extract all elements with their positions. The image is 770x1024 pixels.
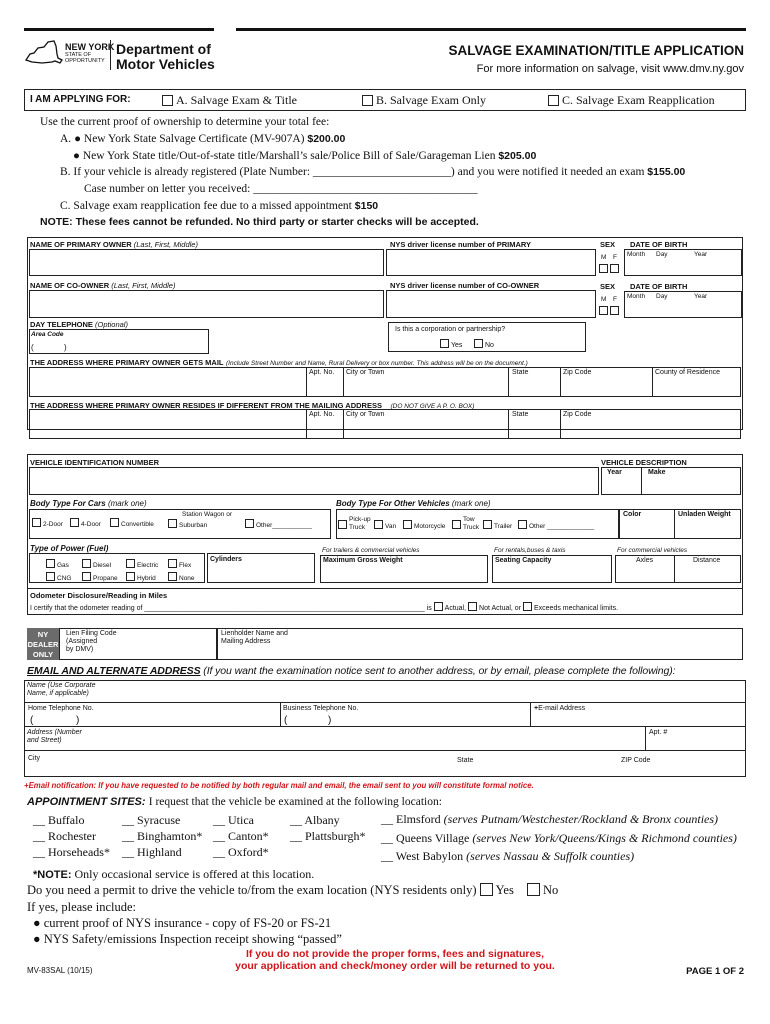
checkbox-icon[interactable] <box>599 306 608 315</box>
permit-question <box>27 883 558 898</box>
mail-address-label-text: THE ADDRESS WHERE PRIMARY OWNER GETS MAIL <box>30 358 224 367</box>
primary-sex-m: M <box>601 254 607 261</box>
form-number: MV-83SAL (10/15) <box>27 966 93 975</box>
vehicle-description-input[interactable] <box>601 467 741 495</box>
fee-a1-amount: $200.00 <box>307 133 346 145</box>
option-b-salvage-exam-only[interactable] <box>362 93 486 108</box>
fee-c <box>60 200 378 212</box>
ov-tow-line2: Truck <box>463 524 480 531</box>
coowner-sex-f: F <box>613 296 617 303</box>
checkbox-icon[interactable] <box>548 95 559 106</box>
permit-bullet-2: ● NYS Safety/emissions Inspection receipt showing “passed” <box>33 932 342 946</box>
footer-warning-line2: your application and check/money order will be returned to you. <box>235 960 555 972</box>
badge-line3: ONLY <box>32 650 54 659</box>
holder-line1: Lienholder Name and <box>221 630 288 637</box>
alt-city-label: City <box>28 755 41 762</box>
car-2door[interactable] <box>32 518 63 528</box>
car-station-wagon-line1: Station Wagon or <box>182 511 232 518</box>
fee-a1-text: New York State Salvage Certificate (MV-907A) <box>83 133 305 145</box>
coowner-sex-m: M <box>601 296 607 303</box>
reside-address-hint: (DO NOT GIVE A P. O. BOX) <box>390 403 475 410</box>
odometer-certify-text: I certify that the odometer reading of ________________________________________________________________________ is <box>30 605 432 612</box>
option-c-reapplication[interactable] <box>548 93 715 108</box>
divider <box>508 367 509 397</box>
car-convertible-label: Convertible <box>121 521 154 528</box>
business-phone-open: ( <box>284 715 288 726</box>
header-rule-left <box>24 28 214 31</box>
body-other-label <box>336 499 491 508</box>
badge-line2: DEALER <box>27 640 59 649</box>
elmsford-label: __ Elmsford <box>381 812 441 826</box>
checkbox-icon[interactable] <box>434 602 443 611</box>
mail-state-label: State <box>512 369 529 376</box>
car-station-wagon-label: Suburban <box>179 522 208 529</box>
coowner-sex-label: SEX <box>600 282 616 291</box>
sites-note-label: *NOTE: <box>33 869 72 881</box>
divider <box>645 726 646 750</box>
car-2door-label: 2-Door <box>43 521 63 528</box>
site-queens-village[interactable] <box>381 831 737 846</box>
checkbox-icon[interactable] <box>452 520 461 529</box>
primary-dob-year: Year <box>694 251 708 258</box>
checkbox-icon[interactable] <box>527 883 540 896</box>
email-label-text: E-mail Address <box>538 705 586 712</box>
sites-note-text: Only occasional service is offered at this location. <box>74 867 315 881</box>
corporation-no[interactable] <box>474 339 494 349</box>
coowner-license-label: NYS driver license number of CO-OWNER <box>390 281 540 290</box>
divider <box>24 726 746 727</box>
appointment-sites-heading <box>27 796 442 808</box>
divider <box>652 367 653 397</box>
car-station-wagon[interactable] <box>168 519 207 529</box>
primary-owner-label <box>30 240 198 249</box>
fee-a1: A. ● New York State Salvage Certificate (MV-907A) $200.00 <box>60 133 346 145</box>
holder-line2: Mailing Address <box>221 638 271 645</box>
body-cars-label-text: Body Type For Cars <box>30 499 106 508</box>
alt-name-line2: Name, if applicable) <box>27 690 89 697</box>
reside-address-label-text: THE ADDRESS WHERE PRIMARY OWNER RESIDES IF DIFFERENT FROM THE MAILING ADDRESS <box>30 401 382 410</box>
ov-other-label: Other _____________ <box>529 523 595 530</box>
divider <box>674 509 675 539</box>
vin-input[interactable] <box>29 467 599 495</box>
unladen-weight-label: Unladen Weight <box>678 511 731 518</box>
logo-divider <box>110 40 111 70</box>
fuel-flex-label: Flex <box>179 562 192 569</box>
coowner-sex-checkboxes[interactable] <box>599 306 621 316</box>
alt-zip-label: ZIP Code <box>621 757 651 764</box>
home-phone-label: Home Telephone No. <box>28 705 94 712</box>
divider <box>674 555 675 583</box>
ny-dealer-badge <box>27 628 59 660</box>
page-subtitle: For more information on salvage, visit www.dmv.ny.gov <box>476 63 744 75</box>
checkbox-icon[interactable] <box>338 520 347 529</box>
color-label: Color <box>623 511 642 518</box>
fuel-gas-label: Gas <box>57 562 69 569</box>
permit-no: No <box>542 883 559 897</box>
cylinders-label: Cylinders <box>210 556 242 563</box>
divider <box>27 588 743 589</box>
checkbox-icon[interactable] <box>46 572 55 581</box>
ov-pickup-line2: Truck <box>349 524 366 531</box>
reside-address-row[interactable] <box>29 409 741 439</box>
vehicle-description-label: VEHICLE DESCRIPTION <box>601 458 687 467</box>
checkbox-icon[interactable] <box>126 559 135 568</box>
mail-address-row[interactable] <box>29 367 741 397</box>
axles-label: Axles <box>636 557 654 564</box>
alt-name-line1: Name (Use Corporate <box>27 682 96 689</box>
fee-c-amount: $150 <box>354 200 379 212</box>
ov-other[interactable] <box>518 520 594 530</box>
trailers-hint: For trailers & commercial vehicles <box>322 547 420 554</box>
fee-b-amount: $155.00 <box>647 166 686 178</box>
divider <box>343 409 344 439</box>
divider <box>306 409 307 439</box>
checkbox-icon[interactable] <box>403 520 412 529</box>
mail-zip-label: Zip Code <box>563 369 592 376</box>
fuel-electric-label: Electric <box>137 562 159 569</box>
axles-distance-input[interactable] <box>615 555 741 583</box>
email-plus: + <box>534 705 539 712</box>
checkbox-icon[interactable] <box>362 95 373 106</box>
fee-a2-text: New York State title/Out-of-state title/Marshall’s sale/Police Bill of Sale/Garageman Lien <box>82 150 496 162</box>
option-a-salvage-exam-title[interactable] <box>162 93 297 108</box>
odometer-actual: Actual, <box>444 605 467 612</box>
fuel-none-label: None <box>179 575 195 582</box>
fuel-electric[interactable] <box>126 559 158 569</box>
permit-question-text: Do you need a permit to drive the vehicle to/from the exam location (NYS residents only) <box>27 883 477 897</box>
area-code-label: Area Code <box>31 331 64 338</box>
sites-col-3[interactable] <box>213 812 269 860</box>
site-rochester[interactable]: __ Rochester <box>33 829 96 843</box>
ov-trailer[interactable] <box>483 520 512 530</box>
divider <box>641 467 642 495</box>
primary-dob-label: DATE OF BIRTH <box>630 240 688 249</box>
ov-tow-truck[interactable] <box>452 520 463 530</box>
divider <box>560 367 561 397</box>
home-phone-close: ) <box>76 715 80 726</box>
site-albany[interactable]: __ Albany <box>290 813 340 827</box>
checkbox-icon[interactable] <box>440 339 449 348</box>
queens-label: __ Queens Village <box>381 831 470 845</box>
elmsford-hint: (serves Putnam/Westchester/Rockland & Bronx counties) <box>443 812 719 826</box>
fee-intro: Use the current proof of ownership to determine your total fee: <box>40 116 330 128</box>
checkbox-icon[interactable] <box>610 264 619 273</box>
odometer-label: Odometer Disclosure/Reading in Miles <box>30 591 168 600</box>
agency-name-line1: Department of <box>116 41 211 57</box>
checkbox-icon[interactable] <box>168 572 177 581</box>
distance-label: Distance <box>693 557 721 564</box>
checkbox-icon[interactable] <box>523 602 532 611</box>
fuel-cng[interactable] <box>46 572 71 582</box>
site-plattsburgh[interactable]: __ Plattsburgh* <box>290 829 366 843</box>
primary-sex-f: F <box>613 254 617 261</box>
checkbox-icon[interactable] <box>82 559 91 568</box>
alt-address-line1: Address (Number <box>27 729 82 736</box>
body-other-label-text: Body Type For Other Vehicles <box>336 499 450 508</box>
ov-tow-line1: Tow <box>463 516 475 523</box>
site-binghamton[interactable]: __ Binghamton* <box>122 829 203 843</box>
primary-license-input[interactable] <box>386 249 596 276</box>
westbabylon-hint: (serves Nassau & Suffolk counties) <box>466 849 635 863</box>
divider <box>306 367 307 397</box>
ov-trailer-label: Trailer <box>494 523 513 530</box>
sites-col-4[interactable] <box>290 812 365 844</box>
fuel-propane[interactable] <box>82 572 118 582</box>
alt-address-label <box>27 729 82 745</box>
alt-name-label <box>27 682 95 698</box>
primary-owner-label-text: NAME OF PRIMARY OWNER <box>30 240 132 249</box>
fuel-cng-label: CNG <box>57 575 72 582</box>
fuel-flex[interactable] <box>168 559 191 569</box>
power-type-label: Type of Power (Fuel) <box>30 544 109 553</box>
car-4door[interactable] <box>70 518 101 528</box>
agency-name-line2: Motor Vehicles <box>116 56 215 72</box>
bullet-1-text: current proof of NYS insurance - copy of FS-20 or FS-21 <box>43 916 332 930</box>
fee-b <box>60 166 685 178</box>
alternate-heading-hint: (If you want the examination notice sent to another address, or by email, please complete the following): <box>203 665 676 677</box>
header-rule-right <box>236 28 746 31</box>
primary-dob-month: Month <box>627 251 646 258</box>
divider <box>508 409 509 439</box>
applying-for-label: I AM APPLYING FOR: <box>30 94 131 105</box>
divider <box>24 702 746 703</box>
alt-address-line2: and Street) <box>27 737 62 744</box>
site-canton[interactable]: __ Canton* <box>213 829 269 843</box>
seating-label: Seating Capacity <box>495 557 552 564</box>
car-convertible[interactable] <box>110 518 154 528</box>
lienholder-label <box>221 630 288 646</box>
site-utica[interactable]: __ Utica <box>213 813 254 827</box>
divider <box>560 409 561 439</box>
checkbox-icon[interactable] <box>474 339 483 348</box>
coowner-label <box>30 281 175 290</box>
checkbox-icon[interactable] <box>110 518 119 527</box>
ov-motorcycle[interactable] <box>403 520 445 530</box>
primary-dob-day: Day <box>656 251 668 258</box>
checkbox-icon[interactable] <box>610 306 619 315</box>
odometer-exceeds: Exceeds mechanical limits. <box>534 605 619 612</box>
primary-owner-name-input[interactable] <box>29 249 384 276</box>
alternate-heading-text: EMAIL AND ALTERNATE ADDRESS <box>27 665 201 677</box>
area-code-close: ) <box>64 343 67 352</box>
ov-motorcycle-label: Motorcycle <box>414 523 446 530</box>
badge-line1: NY <box>37 630 49 639</box>
ov-van[interactable] <box>374 520 396 530</box>
vin-label: VEHICLE IDENTIFICATION NUMBER <box>30 458 160 467</box>
coowner-dob-month: Month <box>627 293 646 300</box>
day-phone-hint: (Optional) <box>95 320 128 329</box>
checkbox-icon[interactable] <box>483 520 492 529</box>
rental-hint: For rentals,buses & taxis <box>494 547 566 554</box>
ov-van-label: Van <box>385 523 397 530</box>
checkbox-icon[interactable] <box>374 520 383 529</box>
mail-county-label: County of Residence <box>655 369 720 376</box>
reside-city-label: City or Town <box>346 411 385 418</box>
max-weight-label: Maximum Gross Weight <box>323 557 403 564</box>
mail-city-label: City or Town <box>346 369 385 376</box>
reside-state-label: State <box>512 411 529 418</box>
fuel-none[interactable] <box>168 572 195 582</box>
odometer-certify <box>30 602 618 612</box>
alternate-heading <box>27 665 675 677</box>
bullet-2-text: NYS Safety/emissions Inspection receipt showing “passed” <box>43 932 342 946</box>
option-c-label: C. Salvage Exam Reapplication <box>562 93 715 107</box>
fuel-propane-label: Propane <box>93 575 118 582</box>
business-phone-label: Business Telephone No. <box>283 705 359 712</box>
mail-apt-label: Apt. No. <box>309 369 335 376</box>
checkbox-icon[interactable] <box>46 559 55 568</box>
fee-note: NOTE: These fees cannot be refunded. No third party or starter checks will be accepted. <box>40 216 479 228</box>
site-oxford[interactable]: __ Oxford* <box>213 845 269 859</box>
checkbox-icon[interactable] <box>162 95 173 106</box>
footer-warning <box>200 948 590 972</box>
lien-line1: Lien Filing Code <box>66 630 117 637</box>
checkbox-icon[interactable] <box>468 602 477 611</box>
fee-c-text: C. Salvage exam reapplication fee due to a missed appointment <box>60 200 352 212</box>
coowner-dob-day: Day <box>656 293 668 300</box>
sites-intro: I request that the vehicle be examined at the following location: <box>148 796 442 808</box>
primary-license-label: NYS driver license number of PRIMARY <box>390 240 532 249</box>
fuel-hybrid[interactable] <box>126 572 156 582</box>
site-syracuse[interactable]: __ Syracuse <box>122 813 181 827</box>
sites-col-1[interactable] <box>33 812 110 860</box>
vehicle-year-label: Year <box>607 469 622 476</box>
page-number: PAGE 1 OF 2 <box>686 966 744 977</box>
site-west-babylon[interactable] <box>381 849 634 864</box>
fee-a2: ● New York State title/Out-of-state title/Marshall’s sale/Police Bill of Sale/Garageman Lien $205.00 <box>73 150 537 162</box>
commercial-hint: For commercial vehicles <box>617 547 688 554</box>
mail-address-hint: (Include Street Number and Name, Rural Delivery or box number. This address will be on the document.) <box>226 360 528 367</box>
fuel-gas[interactable] <box>46 559 69 569</box>
page-title: SALVAGE EXAMINATION/TITLE APPLICATION <box>448 43 744 58</box>
queens-hint: (serves New York/Queens/Kings & Richmond counties) <box>472 831 737 845</box>
coowner-license-input[interactable] <box>386 290 596 318</box>
state-name: NEW YORK <box>65 42 115 52</box>
primary-sex-checkboxes[interactable] <box>599 264 621 274</box>
email-note-plus: + <box>24 781 29 790</box>
sites-col-2[interactable] <box>122 812 202 860</box>
option-b-label: B. Salvage Exam Only <box>376 93 486 107</box>
coowner-dob-label: DATE OF BIRTH <box>630 282 688 291</box>
car-other-label: Other___________ <box>256 522 313 529</box>
divider <box>280 702 281 726</box>
coowner-label-text: NAME OF CO-OWNER <box>30 281 110 290</box>
lien-line2: (Assigned <box>66 638 98 645</box>
permit-include: If yes, please include: <box>27 900 136 914</box>
email-label <box>534 705 585 712</box>
permit-yes: Yes <box>495 883 514 897</box>
body-other-hint: (mark one) <box>451 499 491 508</box>
home-phone-open: ( <box>30 715 34 726</box>
fuel-diesel-label: Diesel <box>93 562 112 569</box>
body-cars-hint: (mark one) <box>107 499 147 508</box>
checkbox-icon[interactable] <box>32 518 41 527</box>
lien-line3: by DMV) <box>66 646 94 653</box>
coowner-hint: (Last, First, Middle) <box>111 281 176 290</box>
site-elmsford[interactable] <box>381 812 718 827</box>
car-4door-label: 4-Door <box>81 521 101 528</box>
corporation-yes-label: Yes <box>451 342 463 349</box>
checkbox-icon[interactable] <box>245 519 254 528</box>
business-phone-close: ) <box>328 715 332 726</box>
email-notification-note <box>24 781 534 790</box>
checkbox-icon[interactable] <box>599 264 608 273</box>
fee-b-text: B. If your vehicle is already registered (Plate Number: ________________________) and you were notified it needed an exam <box>60 166 645 178</box>
reside-zip-label: Zip Code <box>563 411 592 418</box>
coowner-name-input[interactable] <box>29 290 384 318</box>
site-highland[interactable]: __ Highland <box>122 845 182 859</box>
car-other[interactable] <box>245 519 312 529</box>
westbabylon-label: __ West Babylon <box>381 849 464 863</box>
fuel-hybrid-label: Hybrid <box>137 575 156 582</box>
corporation-question: Is this a corporation or partnership? <box>395 326 506 333</box>
ov-pickup-line1: Pick-up <box>349 516 371 523</box>
ov-pickup[interactable] <box>338 520 349 530</box>
area-code-open: ( <box>31 343 34 352</box>
mail-address-label <box>30 357 528 367</box>
fee-case-number: Case number on letter you received: _______________________________________ <box>84 183 478 195</box>
corporation-yes[interactable] <box>440 339 462 349</box>
body-cars-label <box>30 499 147 508</box>
primary-sex-label: SEX <box>600 240 616 249</box>
ny-state-logo-icon <box>24 38 64 66</box>
option-a-label: A. Salvage Exam & Title <box>176 93 297 107</box>
reside-apt-label: Apt. No. <box>309 411 335 418</box>
checkbox-icon[interactable] <box>480 883 493 896</box>
fuel-diesel[interactable] <box>82 559 111 569</box>
alt-state-label: State <box>457 757 474 764</box>
checkbox-icon[interactable] <box>126 572 135 581</box>
day-phone-label <box>30 320 128 329</box>
checkbox-icon[interactable] <box>518 520 527 529</box>
site-buffalo[interactable]: __ Buffalo <box>33 813 85 827</box>
divider <box>530 702 531 726</box>
checkbox-icon[interactable] <box>70 518 79 527</box>
fee-a2-amount: $205.00 <box>498 150 537 162</box>
checkbox-icon[interactable] <box>168 559 177 568</box>
divider <box>343 367 344 397</box>
lienholder-input[interactable] <box>217 628 743 660</box>
permit-bullet-1: ● current proof of NYS insurance - copy of FS-20 or FS-21 <box>33 916 332 930</box>
corporation-no-label: No <box>485 342 494 349</box>
vehicle-make-label: Make <box>648 469 666 476</box>
email-note-text: Email notification: If you have requested to be notified by both regular mail and email, the email sent to you will constitute formal notice. <box>28 781 534 790</box>
alt-name-input[interactable] <box>100 682 740 700</box>
lien-filing-code-label <box>66 630 117 654</box>
day-phone-label-text: DAY TELEPHONE <box>30 320 93 329</box>
fee-a-prefix: A. <box>60 133 72 145</box>
checkbox-icon[interactable] <box>82 572 91 581</box>
divider <box>24 750 746 751</box>
site-horseheads[interactable]: __ Horseheads* <box>33 845 110 859</box>
primary-owner-hint: (Last, First, Middle) <box>133 240 198 249</box>
alt-apt-label: Apt. # <box>649 729 668 736</box>
state-tagline: STATE OF OPPORTUNITY <box>65 52 105 64</box>
footer-warning-line1: If you do not provide the proper forms, fees and signatures, <box>245 948 545 960</box>
coowner-dob-year: Year <box>694 293 708 300</box>
sites-note <box>33 867 314 882</box>
sites-heading-text: APPOINTMENT SITES: <box>27 796 146 808</box>
odometer-not-actual: Not Actual, or <box>479 605 522 612</box>
checkbox-icon[interactable] <box>168 519 177 528</box>
